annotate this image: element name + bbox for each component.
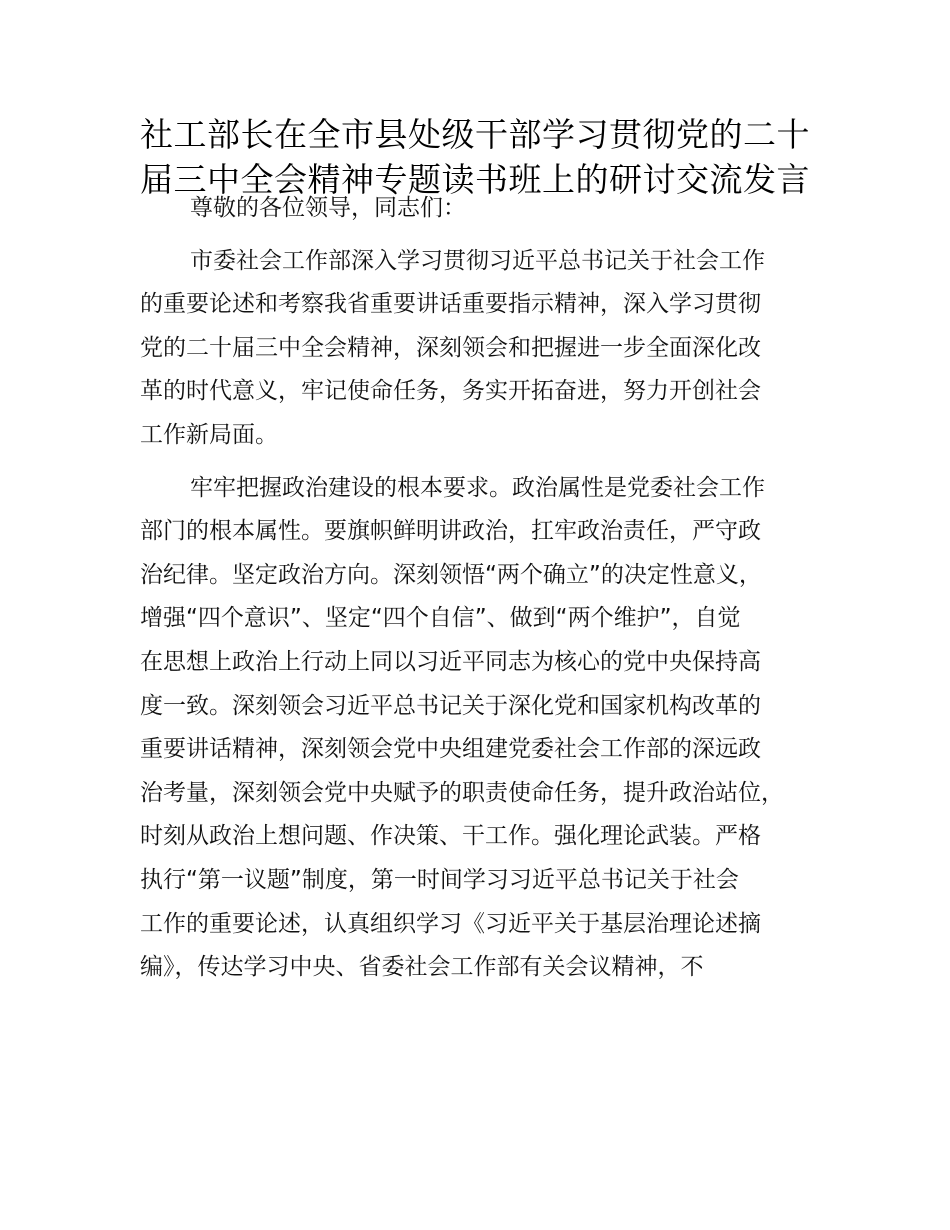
paragraph-line: 党的二十届三中全会精神，深刻领会和把握进一步全面深化改 [140,334,761,361]
paragraph-line: 牢牢把握政治建设的根本要求。政治属性是党委社会工作 [190,474,765,501]
salutation-paragraph [140,187,840,231]
title-line-1: 社工部长在全市县处级干部学习贯彻党的二十 [140,115,810,154]
intro-paragraph [140,240,840,458]
paragraph-line: 的重要论述和考察我省重要讲话重要指示精神，深入学习贯彻 [140,291,761,318]
paragraph-line: 在思想上政治上行动上同以习近平同志为核心的党中央保持高 [140,648,761,675]
paragraph-line: 治纪律。坚定政治方向。深刻领悟“两个确立”的决定性意义， [140,561,762,588]
paragraph-line: 执行“第一议题”制度，第一时间学习习近平总书记关于社会 [140,866,739,893]
document-body [140,187,840,999]
paragraph-line: 市委社会工作部深入学习贯彻习近平总书记关于社会工作 [190,247,765,274]
political-building-paragraph [140,467,840,990]
paragraph-line: 增强“四个意识”、坚定“四个自信”、做到“两个维护”，自觉 [140,605,741,632]
paragraph-line: 尊敬的各位领导，同志们： [190,195,466,221]
paragraph-line: 时刻从政治上想问题、作决策、干工作。强化理论武装。严格 [140,823,761,850]
paragraph-line: 度一致。深刻领会习近平总书记关于深化党和国家机构改革的 [140,692,761,719]
paragraph-line: 工作的重要论述，认真组织学习《习近平关于基层治理论述摘 [140,910,761,937]
paragraph-line: 革的时代意义，牢记使命任务，务实开拓奋进，努力开创社会 [140,378,761,405]
title-line-2: 届三中全会精神专题读书班上的研讨交流发言 [140,160,810,199]
paragraph-line: 工作新局面。 [140,421,278,448]
paragraph-line: 重要讲话精神，深刻领会党中央组建党委社会工作部的深远政 [140,736,761,763]
paragraph-line: 部门的根本属性。要旗帜鲜明讲政治，扛牢政治责任，严守政 [140,518,761,545]
paragraph-line: 编》，传达学习中央、省委社会工作部有关会议精神，不 [140,954,704,981]
paragraph-line: 治考量，深刻领会党中央赋予的职责使命任务，提升政治站位， [140,779,784,806]
